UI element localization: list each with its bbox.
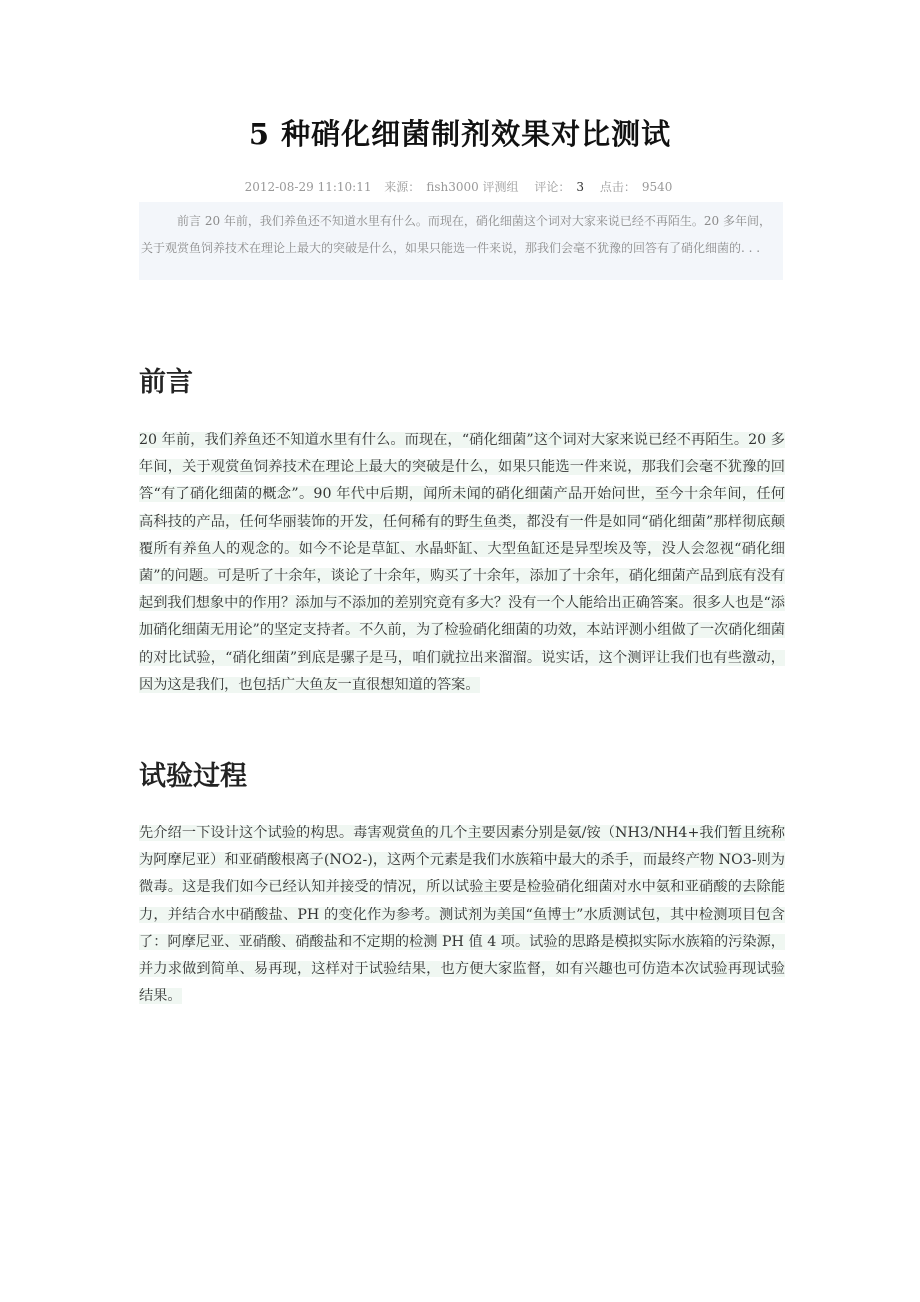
clicks-count: 9540 (641, 180, 673, 194)
section-body-intro (139, 427, 785, 699)
section-body-process (139, 820, 785, 1010)
clicks-label: 点击： (599, 180, 636, 194)
article-summary: 前言 20 年前，我们养鱼还不知道水里有什么。而现在，硝化细菌这个词对大家来说已经不再陌生。20 多年间，关于观赏鱼饲养技术在理论上最大的突破是什么，如果只能选一件来说，那我们会毫不犹豫的回答有了硝化细菌的. . . (139, 202, 783, 280)
comments-count[interactable]: 3 (576, 180, 585, 194)
comments-label: 评论： (534, 180, 571, 194)
process-text: 先介绍一下设计这个试验的构思。毒害观赏鱼的几个主要因素分别是氨/铵（NH3/NH4+我们暂且统称为阿摩尼亚）和亚硝酸根离子(NO2-)，这两个元素是我们水族箱中最大的杀手，而最终产物 NO3-则为微毒。这是我们如今已经认知并接受的情况，所以试验主要是检验硝化细菌对水中氨和亚硝酸的去除能力，并结合水中硝酸盐、PH 的变化作为参考。测试剂为美国“鱼博士”水质测试包，其中检测项目包含了：阿摩尼亚、亚硝酸、硝酸盐和不定期的检测 PH 值 4 项。试验的思路是模拟实际水族箱的污染源，并力求做到简单、易再现，这样对于试验结果，也方便大家监督，如有兴趣也可仿造本次试验再现试验结果。 (139, 825, 785, 1005)
section-heading-intro: 前言 (139, 367, 193, 398)
article-title: 5 种硝化细菌制剂效果对比测试 (248, 117, 672, 151)
clicks-info (597, 180, 676, 194)
comments-info (531, 180, 587, 194)
section-heading-process: 试验过程 (139, 761, 247, 792)
source-value: fish3000 评测组 (426, 180, 519, 194)
article-meta (0, 178, 920, 195)
source-info (381, 180, 521, 194)
source-label: 来源： (384, 180, 421, 194)
intro-text: 20 年前，我们养鱼还不知道水里有什么。而现在，“硝化细菌”这个词对大家来说已经不再陌生。20 多年间，关于观赏鱼饲养技术在理论上最大的突破是什么，如果只能选一件来说，那我们会毫不犹豫的回答“有了硝化细菌的概念”。90 年代中后期，闻所未闻的硝化细菌产品开始问世，至今十余年间，任何高科技的产品，任何华丽装饰的开发，任何稀有的野生鱼类，都没有一件是如同“硝化细菌”那样彻底颠覆所有养鱼人的观念的。如今不论是草缸、水晶虾缸、大型鱼缸还是异型埃及等，没人会忽视“硝化细菌”的问题。可是听了十余年，谈论了十余年，购买了十余年，添加了十余年，硝化细菌产品到底有没有起到我们想象中的作用？添加与不添加的差别究竟有多大？没有一个人能给出正确答案。很多人也是“添加硝化细菌无用论”的坚定支持者。不久前，为了检验硝化细菌的功效，本站评测小组做了一次硝化细菌的对比试验，“硝化细菌”到底是骡子是马，咱们就拉出来溜溜。说实话，这个测评让我们也有些激动，因为这是我们，也包括广大鱼友一直很想知道的答案。 (139, 432, 785, 693)
publish-datetime: 2012-08-29 11:10:11 (244, 180, 372, 194)
